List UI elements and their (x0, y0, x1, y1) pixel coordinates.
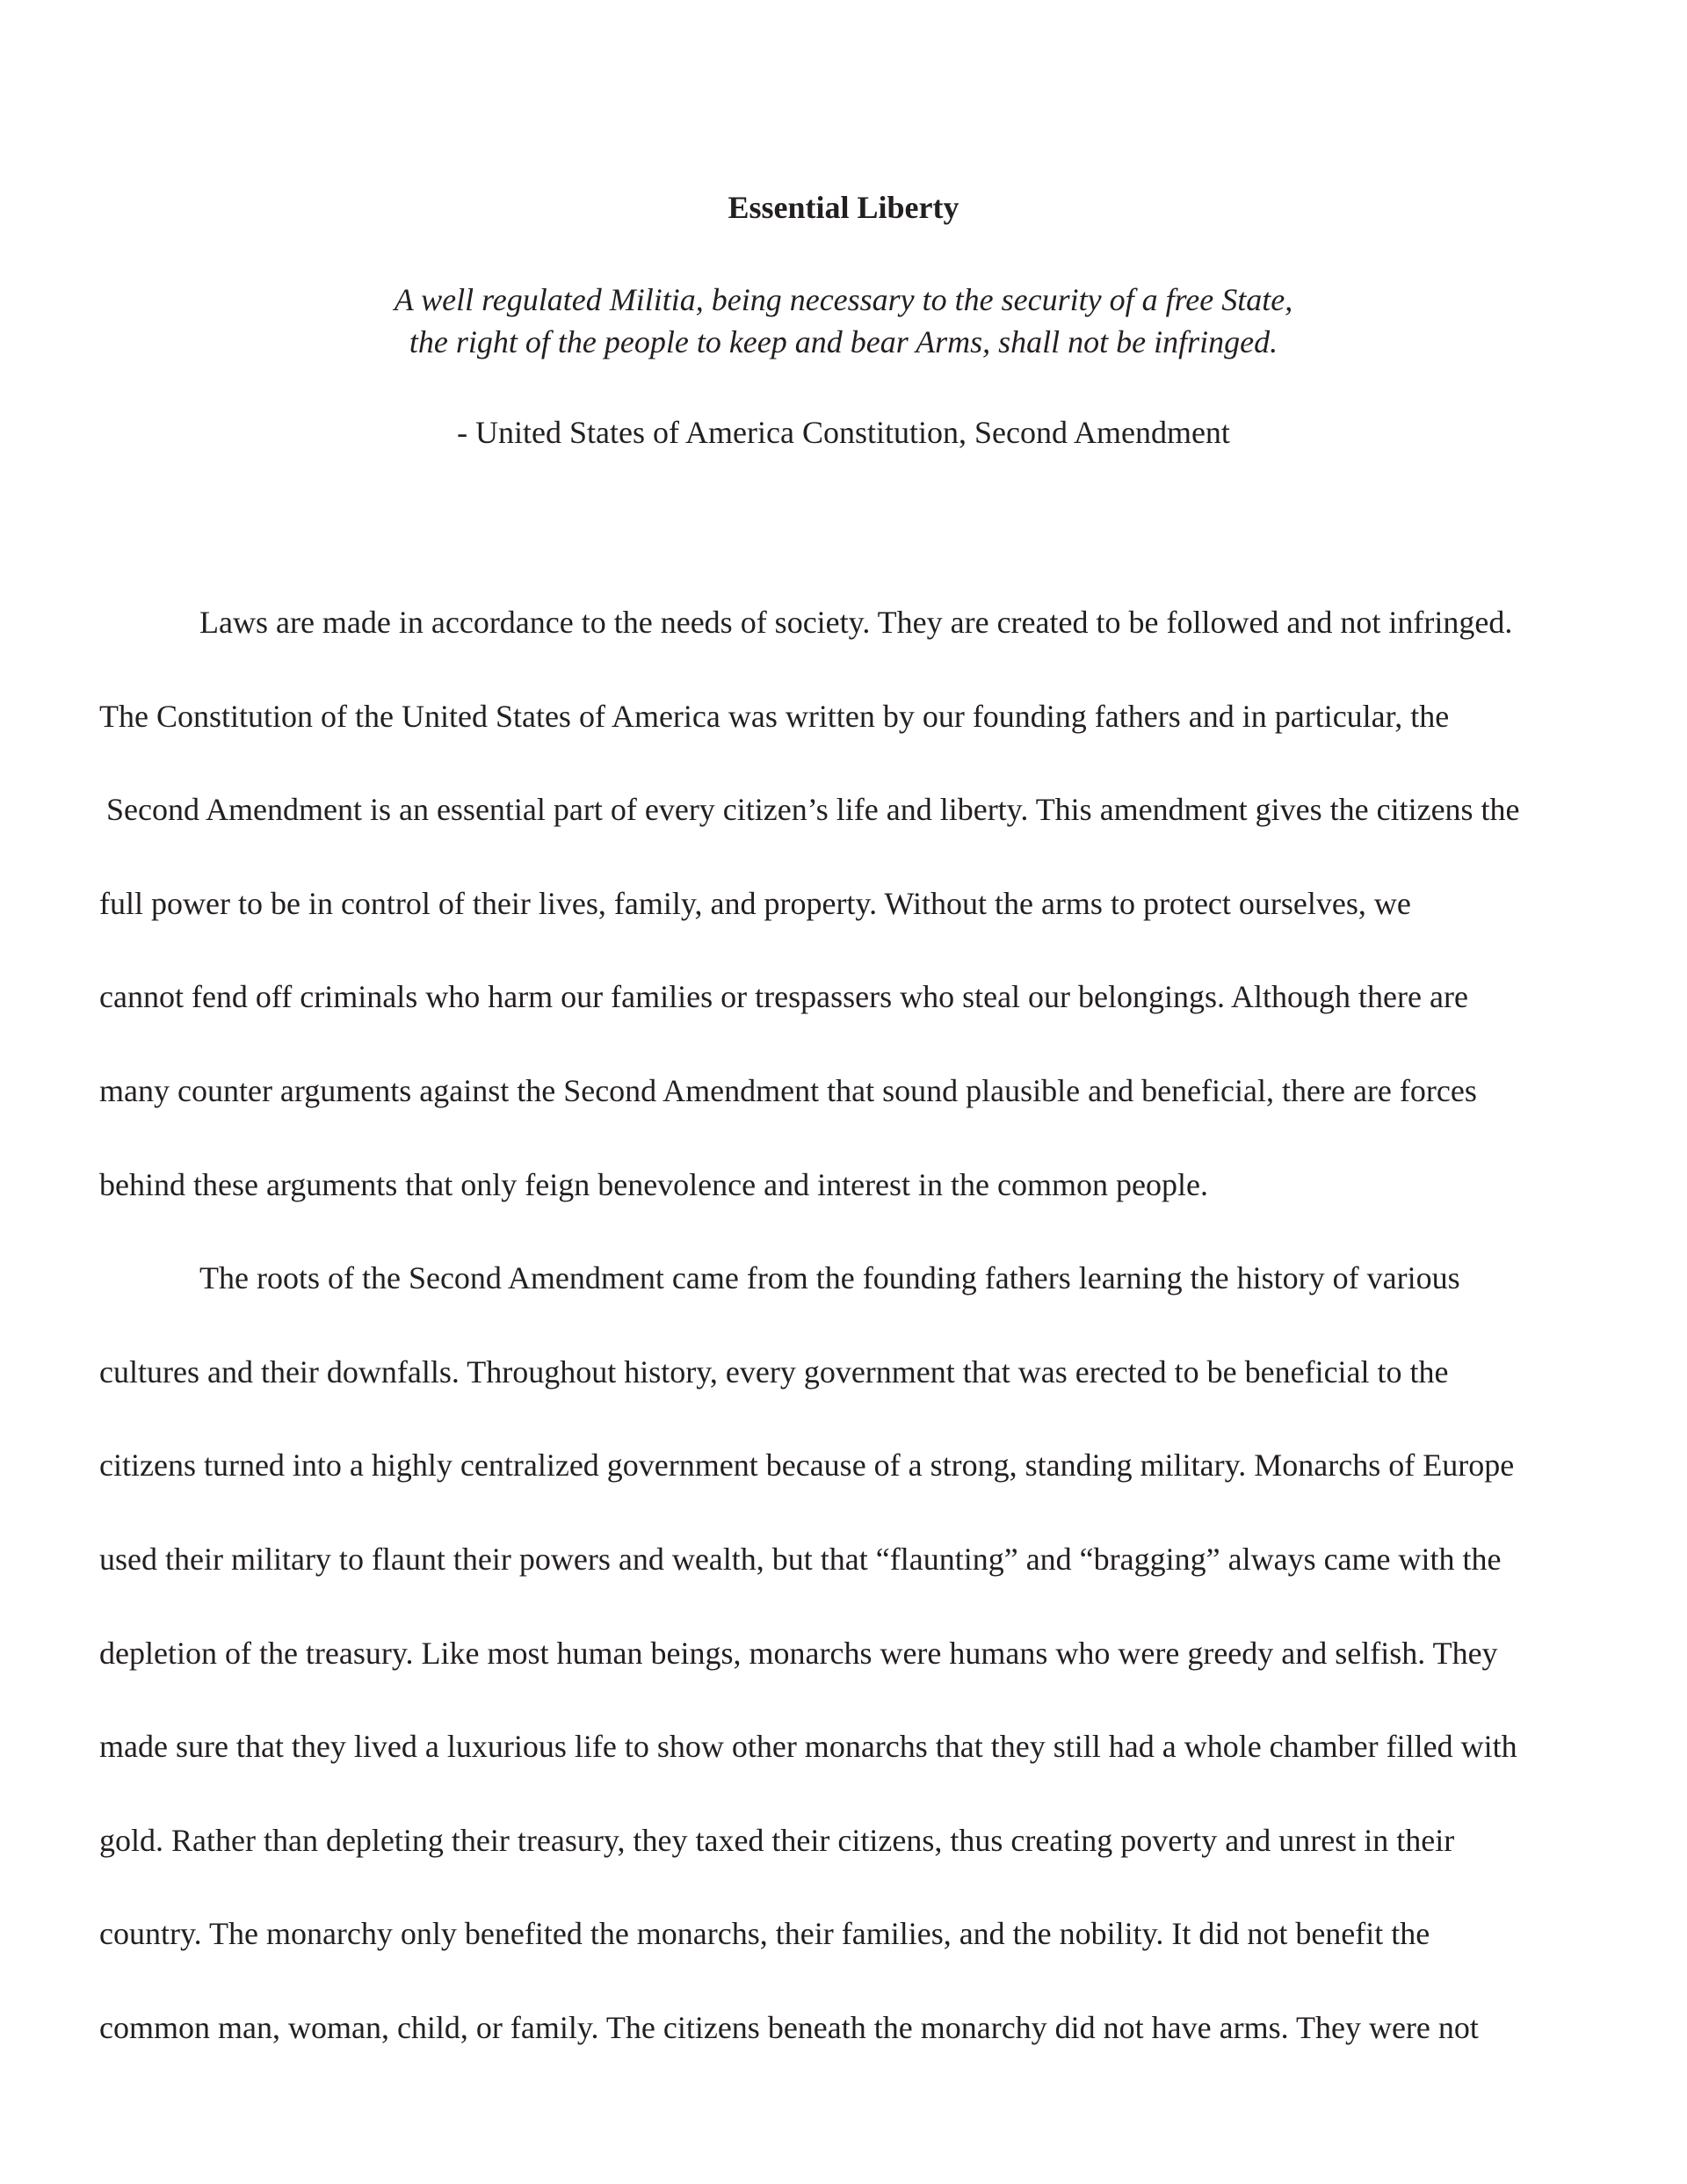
paragraph-line: used their military to flaunt their powers and wealth, but that “flaunting” and “bragging” always came with the (99, 1541, 1502, 1577)
paragraph-line: The roots of the Second Amendment came from the founding fathers learning the history of various (199, 1260, 1460, 1296)
epigraph-line: the right of the people to keep and bear Arms, shall not be infringed. (409, 324, 1278, 359)
paragraph-line: Laws are made in accordance to the needs of society. They are created to be followed and not infringed. (199, 605, 1513, 640)
paragraph-line: behind these arguments that only feign benevolence and interest in the common people. (99, 1166, 1208, 1202)
paragraph-line: common man, woman, child, or family. The citizens beneath the monarchy did not have arms. They were not (99, 2009, 1479, 2045)
paragraph-line: Second Amendment is an essential part of every citizen’s life and liberty. This amendment gives the citizens the (106, 792, 1520, 828)
paragraph-line: country. The monarchy only benefited the monarchs, their families, and the nobility. It did not benefit the (99, 1916, 1430, 1952)
paragraph-line: The Constitution of the United States of America was written by our founding fathers and in particular, the (99, 698, 1450, 734)
paragraph-line: full power to be in control of their lives, family, and property. Without the arms to protect ourselves, we (99, 885, 1411, 921)
epigraph-line: A well regulated Militia, being necessary to the security of a free State, (394, 282, 1293, 317)
paragraph-line: made sure that they lived a luxurious life to show other monarchs that they still had a whole chamber filled with (99, 1729, 1517, 1765)
paragraph-line: gold. Rather than depleting their treasury, they taxed their citizens, thus creating poverty and unrest in their (99, 1822, 1455, 1858)
essay-body (99, 603, 1593, 2102)
document-title: Essential Liberty (728, 190, 959, 225)
paragraph-line: depletion of the treasury. Like most human beings, monarchs were humans who were greedy and selfish. They (99, 1635, 1498, 1671)
paragraph-line: cultures and their downfalls. Throughout history, every government that was erected to be beneficial to the (99, 1353, 1449, 1389)
paragraph-line: cannot fend off criminals who harm our families or trespassers who steal our belongings. Although there are (99, 979, 1468, 1015)
paragraph-line: many counter arguments against the Second Amendment that sound plausible and beneficial, there are forces (99, 1072, 1477, 1108)
paragraph-line: citizens turned into a highly centralized government because of a strong, standing military. Monarchs of Europe (99, 1448, 1515, 1484)
epigraph-attribution: - United States of America Constitution, Second Amendment (457, 415, 1230, 450)
epigraph-quote (0, 279, 1687, 363)
